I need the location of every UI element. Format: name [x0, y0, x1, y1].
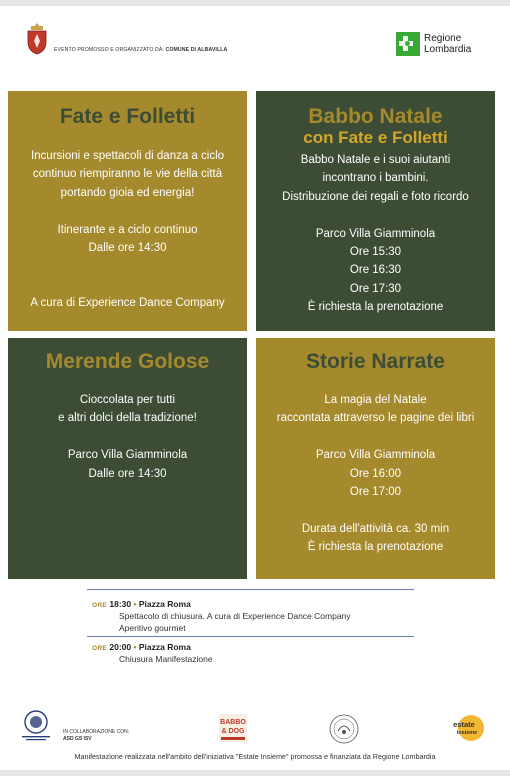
babbo-logo-word: BABBO [220, 719, 246, 726]
schedule-time: 18:30 [109, 599, 132, 609]
collab-label: IN COLLABORAZIONE CON: [63, 729, 130, 735]
spacer [14, 276, 241, 294]
panel-line: È richiesta la prenotazione [307, 301, 444, 314]
panel-line: Parco Villa Giamminola [315, 227, 436, 240]
schedule-detail: Aperitivo gourmet [119, 623, 186, 633]
regione-lombardia-wordmark [424, 33, 471, 55]
panel-title: Storie Narrate [306, 350, 445, 373]
babbo-and-dog-logo-icon [219, 714, 247, 742]
ore-label: ORE [92, 602, 107, 609]
promoter-org: COMUNE DI ALBAVILLA [165, 47, 228, 53]
region-line-2: Lombardia [424, 44, 472, 55]
ore-label: ORE [92, 645, 107, 652]
panel-line: Parco Villa Giamminola [315, 449, 436, 462]
panel-line: Ore 16:30 [349, 264, 402, 277]
spacer [14, 202, 241, 220]
estate-insieme-logo-icon [445, 713, 485, 743]
panel-fate-e-folletti [8, 91, 247, 331]
panel-credit: A cura di Experience Dance Company [30, 297, 225, 310]
panel-title: Fate e Folletti [59, 105, 196, 128]
spacer [262, 501, 489, 519]
schedule-place: Piazza Roma [138, 599, 191, 609]
panel-line: Ore 17:30 [349, 282, 402, 295]
collaboration-block [63, 729, 129, 743]
panel-line: raccontata attraverso le pagine dei libri [276, 412, 475, 425]
panel-line: È richiesta la prenotazione [307, 541, 444, 554]
header [0, 20, 510, 64]
bullet: • [133, 642, 137, 652]
babbo-logo-word: & DOG [221, 728, 245, 735]
schedule-time: 20:00 [109, 642, 132, 652]
panel-line: Cioccolata per tutti [79, 394, 176, 406]
schedule-detail: Chiusura Manifestazione [119, 654, 213, 664]
panel-line: e altri dolci della tradizione! [58, 412, 197, 425]
regione-lombardia-logo-icon [396, 32, 420, 56]
promoter-line [54, 47, 227, 53]
panel-merende-golose [8, 338, 247, 579]
panel-line: Dalle ore 14:30 [88, 467, 167, 480]
spacer [262, 428, 489, 446]
panel-babbo-natale [256, 91, 495, 331]
panel-line: Durata dell'attività ca. 30 min [301, 522, 450, 535]
schedule-detail: Spettacolo di chiusura. A cura di Experience Dance Company [119, 611, 351, 621]
spacer [262, 206, 489, 224]
panel-storie-narrate [256, 338, 495, 579]
footer-note: Manifestazione realizzata nell'ambito dell'iniziativa "Estate Insieme" promossa e finanziata da Regione Lombardia [74, 752, 436, 761]
association-seal-icon [328, 713, 360, 745]
panel-line: portando gioia ed energia! [60, 186, 195, 199]
municipal-crest-icon [25, 22, 49, 56]
schedule-divider [87, 589, 414, 590]
panel-line: Babbo Natale e i suoi aiutanti [300, 154, 451, 166]
estate-logo-word: insieme [456, 730, 478, 736]
estate-logo-word: estate [453, 720, 475, 729]
asd-gs-isv-logo-icon [18, 709, 54, 743]
top-border [0, 0, 510, 6]
region-line-1: Regione [424, 33, 462, 44]
panel-title: Babbo Natale [308, 105, 443, 128]
panel-line: Ore 15:30 [349, 246, 402, 259]
panel-subtitle: con Fate e Folletti [303, 128, 448, 147]
promoter-prefix: EVENTO PROMOSSO E ORGANIZZATO DA: [54, 47, 166, 53]
schedule-place: Piazza Roma [138, 642, 191, 652]
panel-line: Parco Villa Giamminola [67, 449, 188, 462]
panel-line: Dalle ore 14:30 [88, 242, 167, 255]
panel-line: Ore 17:00 [349, 486, 402, 499]
panel-title: Merende Golose [45, 350, 210, 373]
panel-line: Incursioni e spettacoli di danza a ciclo [30, 150, 225, 162]
panel-line: continuo riempiranno le vie della città [32, 168, 223, 181]
panel-line: La magia del Natale [324, 394, 427, 406]
schedule-divider [87, 636, 414, 637]
panel-line: incontrano i bambini. [322, 172, 429, 185]
panel-line: Distribuzione dei regali e foto ricordo [282, 190, 469, 203]
panel-line: Itinerante e a ciclo continuo [57, 223, 198, 236]
spacer [14, 257, 241, 275]
panel-line: Ore 16:00 [349, 467, 402, 480]
spacer [14, 428, 241, 446]
bullet: • [133, 599, 137, 609]
bottom-border [0, 770, 510, 776]
collab-org: ASD GS ISV [63, 736, 92, 742]
